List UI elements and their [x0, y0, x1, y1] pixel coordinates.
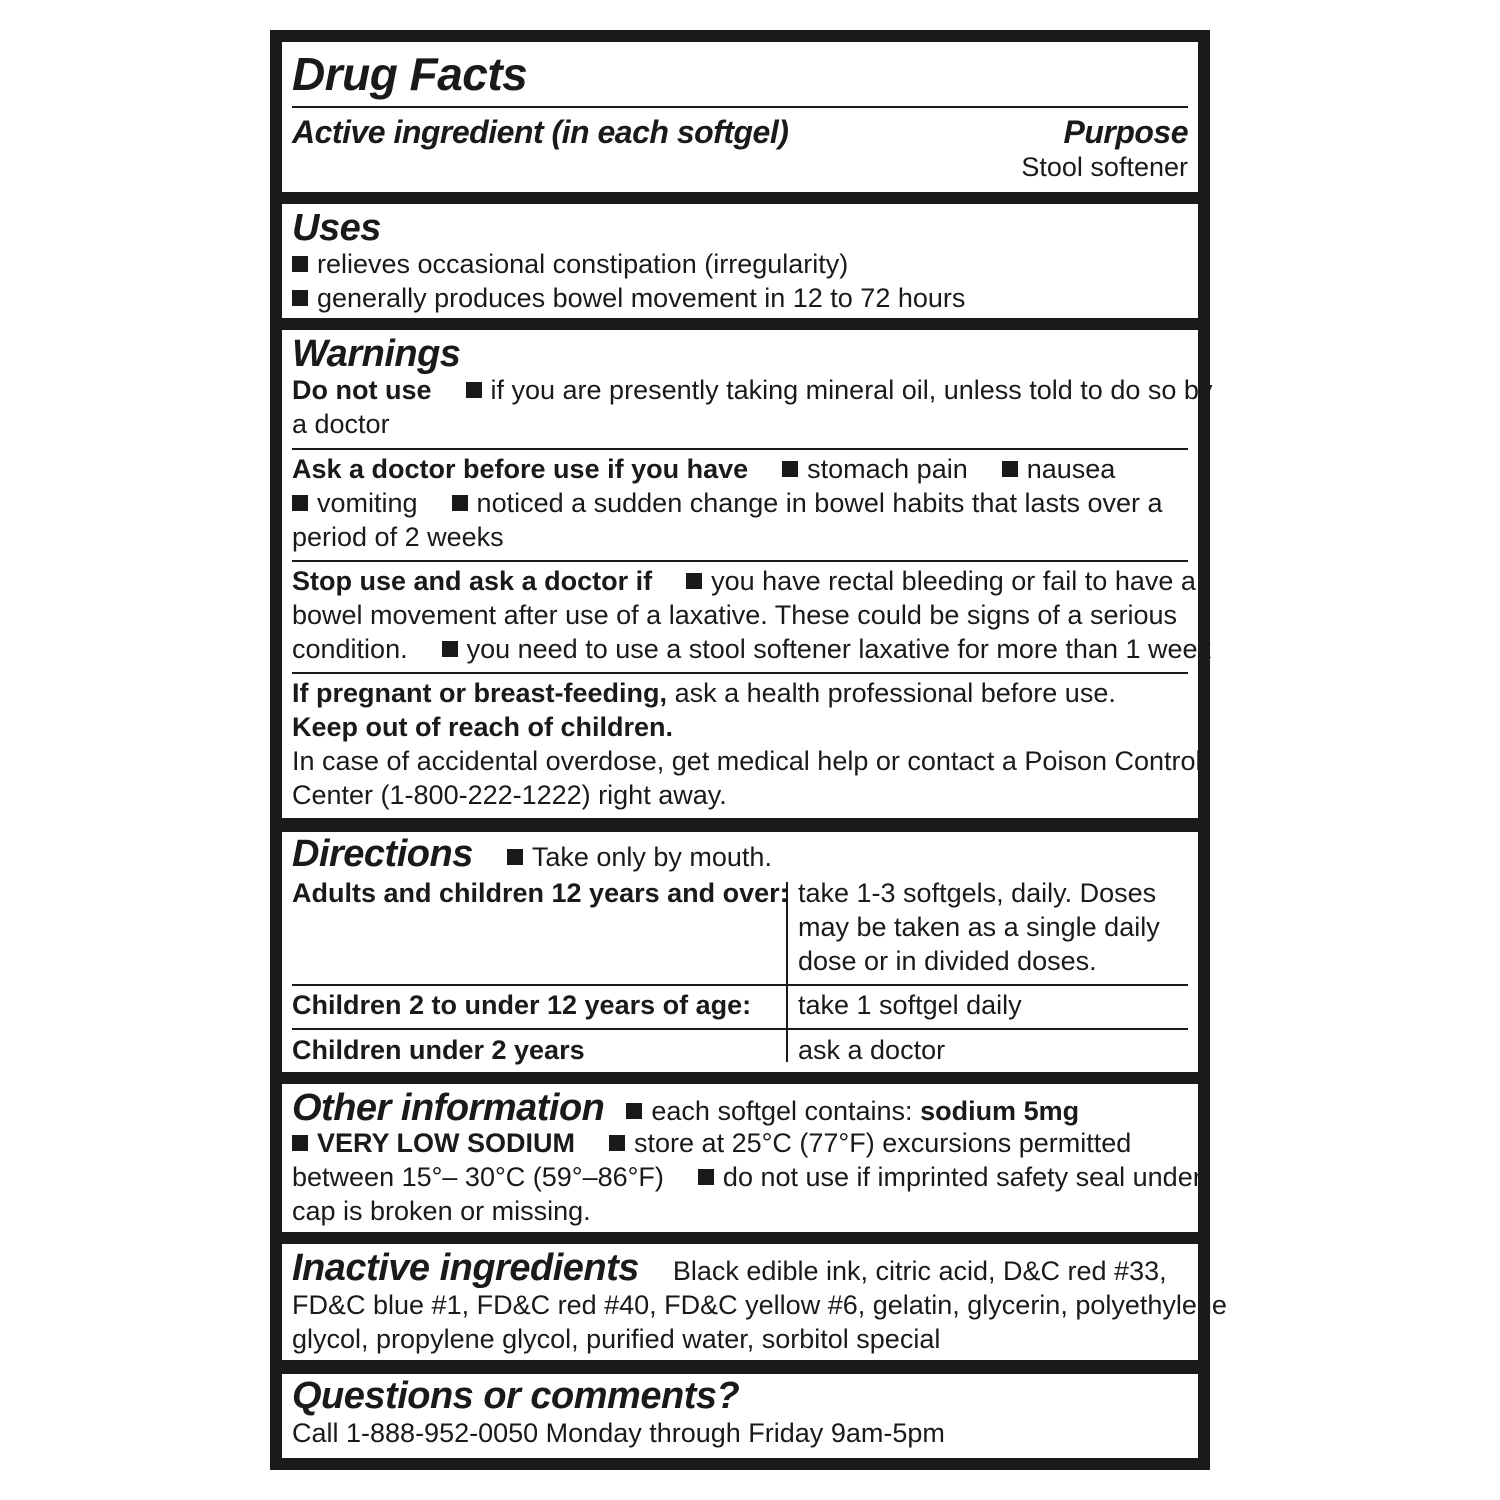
warnings-rule — [292, 448, 1188, 450]
purpose-value: Stool softener — [292, 150, 1188, 184]
pregnant-label: If pregnant or breast-feeding, — [292, 678, 668, 708]
directions-row-dose: dose or in divided doses. — [798, 946, 1097, 976]
stop-use-line: Stop use and ask a doctor if you have rectal bleeding or fail to have a — [292, 566, 1196, 596]
ask-doctor-line: Ask a doctor before use if you have stomach pain nausea — [292, 454, 1116, 484]
pregnant-line: If pregnant or breast-feeding, ask a health professional before use. — [292, 678, 1116, 708]
drug-facts-title: Drug Facts — [292, 48, 528, 100]
do-not-use-line: Do not use if you are presently taking mineral oil, unless told to do so by — [292, 375, 1213, 405]
stop-use-line-3: condition. you need to use a stool softener laxative for more than 1 week — [292, 634, 1212, 664]
keep-out-of-reach: Keep out of reach of children. — [292, 712, 674, 742]
bullet-square-icon — [609, 1135, 625, 1151]
other-info-line-3: between 15°– 30°C (59°–86°F) do not use if imprinted safety seal under — [292, 1162, 1202, 1192]
inactive-line-3: glycol, propylene glycol, purified water, sorbitol special — [292, 1324, 941, 1354]
warnings-rule — [292, 560, 1188, 562]
other-info-line: Other information each softgel contains: sodium 5mg — [292, 1087, 1080, 1129]
bullet-square-icon — [782, 461, 798, 477]
directions-heading: Directions — [292, 833, 473, 875]
uses-item: relieves occasional constipation (irregularity) — [292, 247, 848, 281]
directions-row-dose: may be taken as a single daily — [798, 912, 1160, 942]
other-information-heading: Other information — [292, 1087, 605, 1129]
directions-panel — [282, 832, 1198, 1072]
stop-use-label: Stop use and ask a doctor if — [292, 566, 653, 596]
bullet-square-icon — [452, 495, 468, 511]
directions-row-rule — [292, 984, 1188, 986]
bullet-square-icon — [292, 1135, 308, 1151]
purpose-heading: Purpose — [1063, 114, 1188, 150]
other-info-line-2: VERY LOW SODIUM store at 25°C (77°F) excursions permitted — [292, 1126, 1131, 1160]
bullet-square-icon — [292, 290, 308, 306]
uses-heading: Uses — [292, 207, 381, 249]
questions-panel — [282, 1374, 1198, 1458]
inactive-ingredients-heading: Inactive ingredients — [292, 1247, 639, 1289]
active-ingredient-heading: Active ingredient (in each softgel) — [292, 114, 789, 150]
inactive-line: Inactive ingredients Black edible ink, citric acid, D&C red #33, — [292, 1247, 1167, 1289]
ask-doctor-line-3: period of 2 weeks — [292, 522, 504, 552]
other-information-panel — [282, 1084, 1202, 1232]
directions-row-dose: take 1-3 softgels, daily. Doses — [798, 878, 1157, 908]
ask-doctor-line-2: vomiting noticed a sudden change in bowel habits that lasts over a — [292, 486, 1163, 520]
inactive-line-2: FD&C blue #1, FD&C red #40, FD&C yellow #6, gelatin, glycerin, polyethylene — [292, 1290, 1227, 1320]
directions-row-who: Children under 2 years — [292, 1035, 585, 1065]
questions-heading: Questions or comments? — [292, 1375, 740, 1417]
bullet-square-icon — [1002, 461, 1018, 477]
bullet-square-icon — [626, 1103, 642, 1119]
warnings-rule — [292, 672, 1188, 674]
bullet-square-icon — [686, 573, 702, 589]
questions-text: Call 1-888-952-0050 Monday through Friday 9am-5pm — [292, 1418, 945, 1448]
do-not-use-line-2: a doctor — [292, 409, 390, 439]
ask-doctor-label: Ask a doctor before use if you have — [292, 454, 749, 484]
bullet-square-icon — [292, 495, 308, 511]
warnings-panel — [282, 330, 1213, 818]
overdose-line: In case of accidental overdose, get medical help or contact a Poison Control — [292, 746, 1202, 776]
bullet-square-icon — [507, 849, 523, 865]
bullet-square-icon — [466, 382, 482, 398]
overdose-line-2: Center (1-800-222-1222) right away. — [292, 780, 727, 810]
bullet-square-icon — [442, 641, 458, 657]
bullet-square-icon — [292, 256, 308, 272]
bullet-square-icon — [698, 1169, 714, 1185]
drug-facts-label — [270, 30, 1227, 1470]
warnings-heading: Warnings — [292, 333, 461, 375]
directions-row-rule — [292, 1028, 1188, 1030]
uses-item: generally produces bowel movement in 12 to 72 hours — [292, 281, 965, 315]
other-info-line-4: cap is broken or missing. — [292, 1196, 591, 1226]
active-ingredient-panel — [282, 42, 1198, 192]
inactive-ingredients-panel — [282, 1244, 1227, 1360]
directions-heading-line: Directions Take only by mouth. — [292, 833, 772, 875]
directions-row-who: Children 2 to under 12 years of age: — [292, 990, 752, 1020]
directions-row-who: Adults and children 12 years and over: — [292, 878, 789, 908]
title-rule — [292, 106, 1188, 108]
stop-use-line-2: bowel movement after use of a laxative. These could be signs of a serious — [292, 600, 1177, 630]
do-not-use-label: Do not use — [292, 375, 432, 405]
directions-row-dose: ask a doctor — [798, 1035, 946, 1065]
uses-panel — [282, 204, 1198, 318]
directions-row-dose: take 1 softgel daily — [798, 990, 1022, 1020]
